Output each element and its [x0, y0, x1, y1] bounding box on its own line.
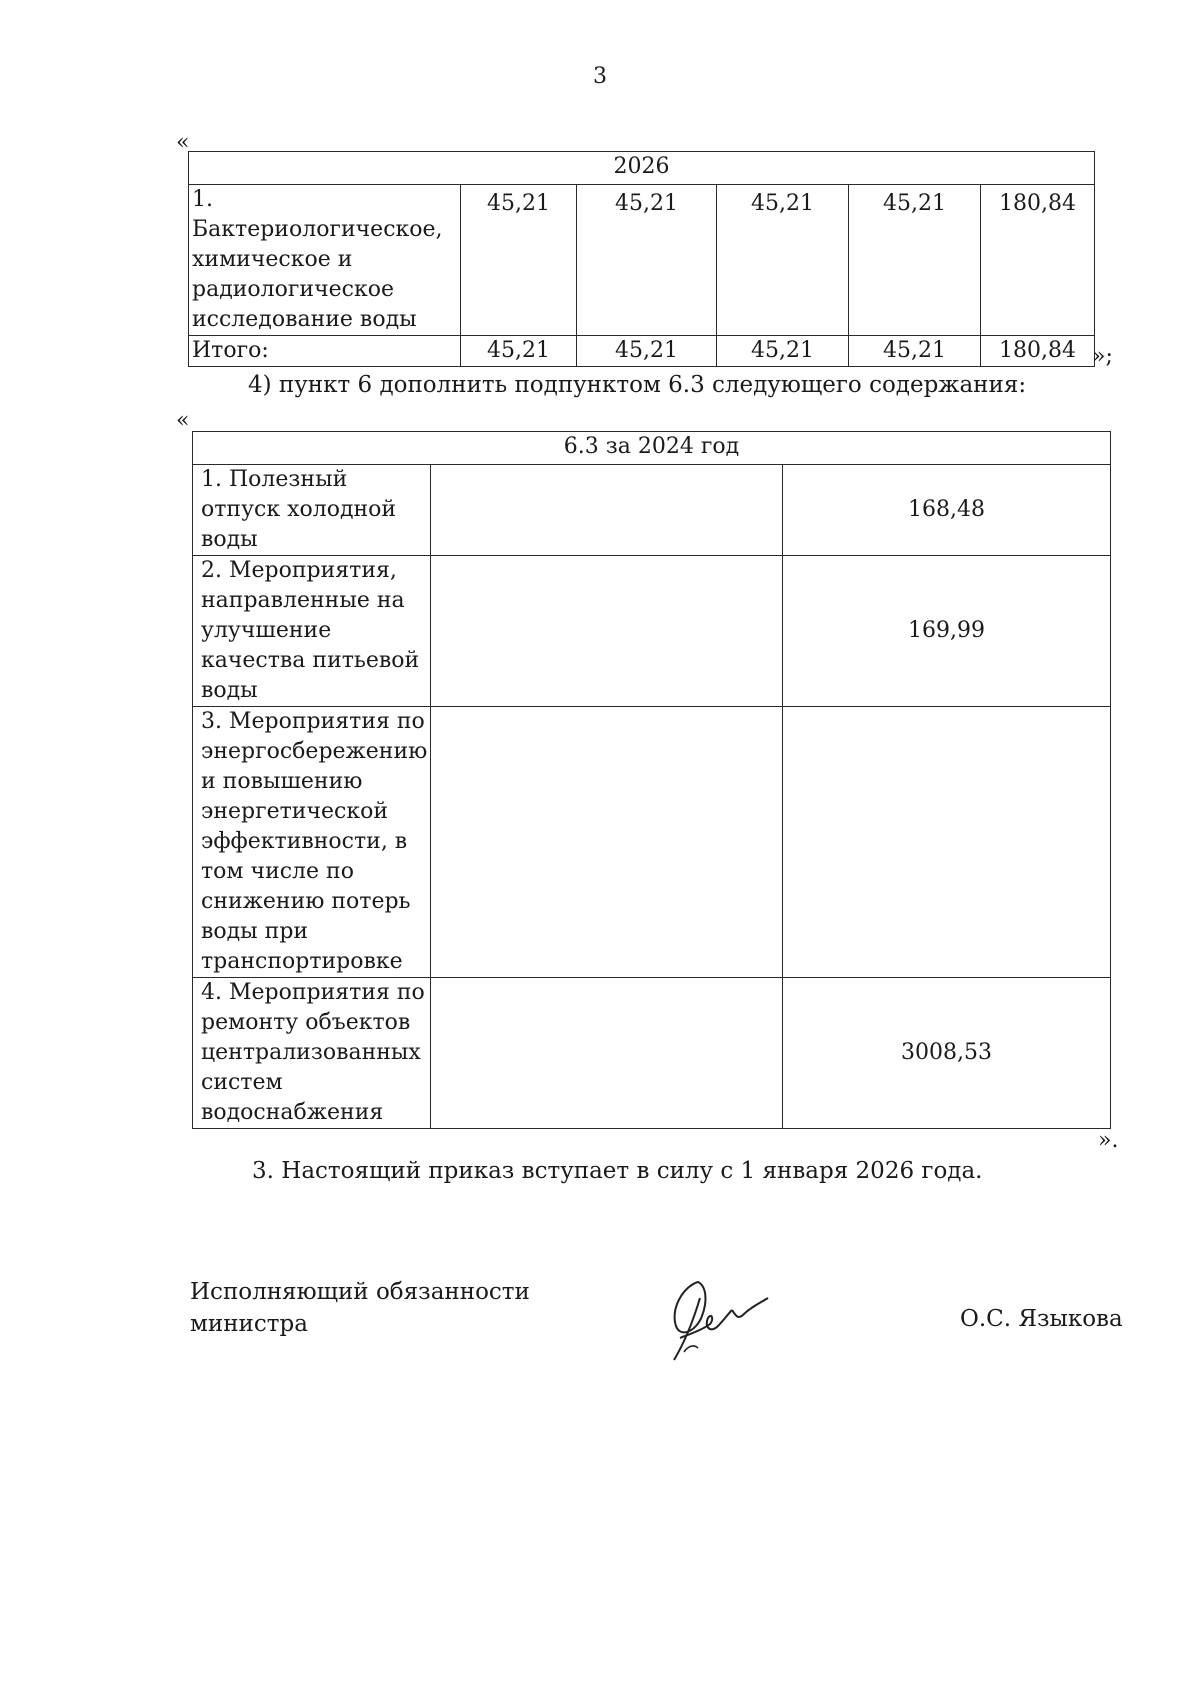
total-value: 45,21 — [461, 336, 577, 367]
row-value: 45,21 — [849, 185, 981, 336]
row-label: 2. Мероприятия, направленные на улучшение качества питьевой воды — [193, 556, 431, 707]
row-label: 3. Мероприятия по энергосбережению и повышению энергетической эффективности, в том числе по снижению потерь воды при транспортировке — [193, 707, 431, 978]
row-value: 3008,53 — [783, 978, 1111, 1129]
empty-cell — [431, 978, 783, 1129]
paragraph-item-3: 3. Настоящий приказ вступает в силу с 1 января 2026 года. — [252, 1158, 983, 1184]
row-value: 45,21 — [461, 185, 577, 336]
row-value: 169,99 — [783, 556, 1111, 707]
table-row — [193, 556, 1111, 707]
signatory-name: О.С. Языкова — [960, 1306, 1123, 1332]
empty-cell — [431, 556, 783, 707]
empty-cell — [431, 707, 783, 978]
total-value: 45,21 — [849, 336, 981, 367]
row-value: 45,21 — [577, 185, 717, 336]
total-value: 45,21 — [717, 336, 849, 367]
close-quote: ». — [1098, 1128, 1119, 1153]
open-quote: « — [176, 130, 190, 155]
row-label: 1. Бактериологическое, химическое и радиологическое исследование воды — [189, 185, 461, 336]
signatory-title — [190, 1276, 530, 1340]
row-label: 1. Полезный отпуск холодной воды — [193, 465, 431, 556]
total-value: 180,84 — [981, 336, 1095, 367]
table-header: 6.3 за 2024 год — [193, 432, 1111, 465]
table-row — [193, 978, 1111, 1129]
handwritten-signature — [650, 1268, 780, 1368]
row-value — [783, 707, 1111, 978]
close-quote: »; — [1092, 344, 1113, 369]
page-number: 3 — [593, 64, 607, 89]
table-row — [193, 465, 1111, 556]
row-label: 4. Мероприятия по ремонту объектов централизованных систем водоснабжения — [193, 978, 431, 1129]
open-quote: « — [176, 408, 190, 433]
row-value: 168,48 — [783, 465, 1111, 556]
subitem-6-3-table — [192, 431, 1111, 1129]
total-value: 45,21 — [577, 336, 717, 367]
signatory-title-line: министра — [190, 1311, 308, 1337]
empty-cell — [431, 465, 783, 556]
table-row — [189, 185, 1095, 336]
table-row — [193, 707, 1111, 978]
paragraph-item-4: 4) пункт 6 дополнить подпунктом 6.3 следующего содержания: — [248, 372, 1027, 398]
total-label: Итого: — [189, 336, 461, 367]
row-value: 45,21 — [717, 185, 849, 336]
table-total-row — [189, 336, 1095, 367]
row-value: 180,84 — [981, 185, 1095, 336]
table-year-header: 2026 — [189, 152, 1095, 185]
signatory-title-line: Исполняющий обязанности — [190, 1279, 530, 1305]
costs-table-2026 — [188, 151, 1095, 367]
